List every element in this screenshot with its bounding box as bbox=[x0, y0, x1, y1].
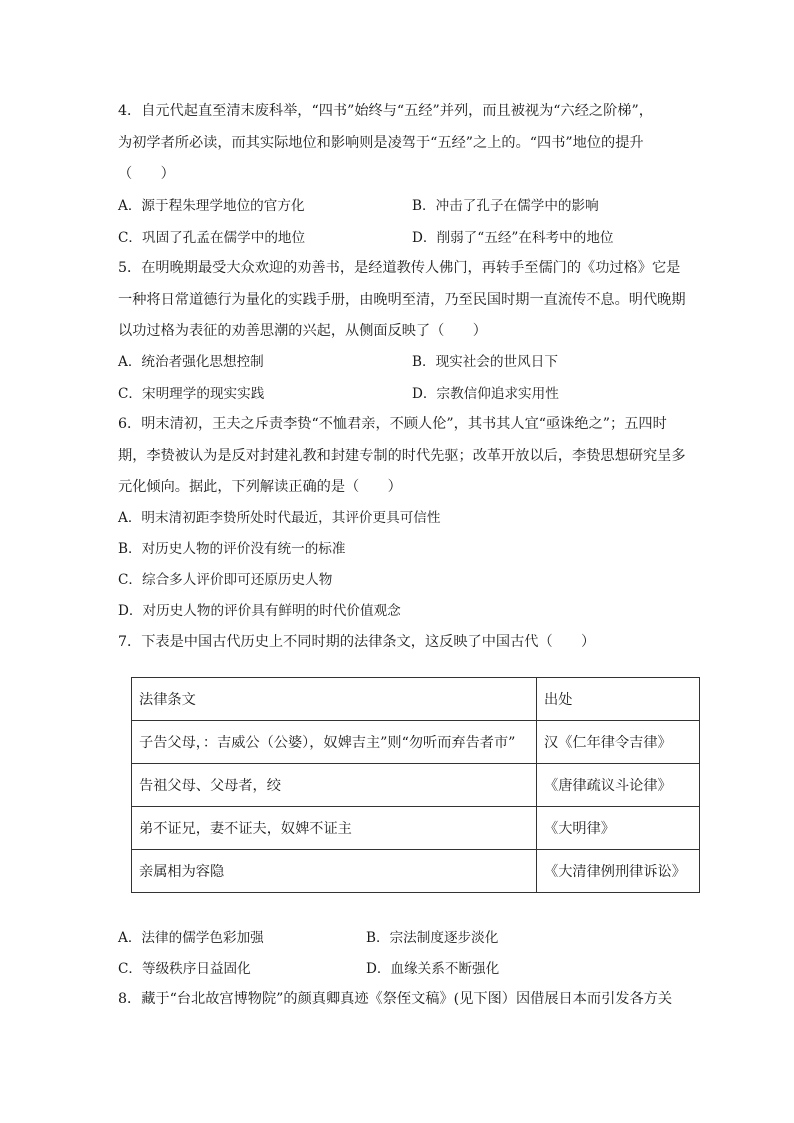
q6-option-b[interactable]: B．对历史人物的评价没有统一的标准 bbox=[118, 541, 346, 557]
table-cell-source: 《唐律疏议斗论律》 bbox=[537, 764, 700, 807]
q7-stem: 7．下表是中国古代历史上不同时期的法律条文，这反映了中国古代（ ） bbox=[118, 634, 596, 650]
q8-line-1: 8．藏于“台北故宫博物院”的颜真卿真迹《祭侄文稿》(见下图）因借展日本而引发各方关 bbox=[118, 991, 673, 1007]
q4-option-a[interactable]: A．源于程朱理学地位的官方化 bbox=[118, 198, 305, 214]
table-cell-source: 汉《仁年律令吉律》 bbox=[537, 721, 700, 764]
q5-option-c[interactable]: C．宋明理学的现实实践 bbox=[118, 386, 265, 402]
q4-line-3: （ ） bbox=[118, 166, 175, 182]
law-table bbox=[131, 677, 700, 893]
table-cell-law: 告祖父母、父母者，绞 bbox=[132, 764, 537, 807]
q5-option-b[interactable]: B．现实社会的世风日下 bbox=[412, 354, 558, 370]
table-cell-law: 亲属相为容隐 bbox=[132, 850, 537, 893]
q7-option-d[interactable]: D．血缘关系不断强化 bbox=[366, 961, 500, 977]
q4-option-d[interactable]: D．削弱了“五经”在科考中的地位 bbox=[412, 230, 614, 246]
q5-line-1: 5．在明晚期最受大众欢迎的劝善书，是经道教传人佛门，再转手至儒门的《功过格》它是 bbox=[118, 260, 681, 276]
table-header-row bbox=[132, 678, 700, 721]
q6-option-a[interactable]: A．明末清初距李贽所处时代最近，其评价更具可信性 bbox=[118, 510, 441, 526]
q5-option-a[interactable]: A．统治者强化思想控制 bbox=[118, 354, 264, 370]
q4-line-1: 4．自元代起直至清末废科举，“四书”始终与“五经”并列，而且被视为“六经之阶梯”， bbox=[118, 103, 653, 119]
q7-option-a[interactable]: A．法律的儒学色彩加强 bbox=[118, 930, 264, 946]
table-header-cell: 出处 bbox=[537, 678, 700, 721]
q7-option-c[interactable]: C．等级秩序日益固化 bbox=[118, 961, 251, 977]
q6-line-1: 6．明末清初，王夫之斥责李贽“不恤君亲，不顾人伦”，其书其人宜“亟诛绝之”；五四时 bbox=[118, 416, 667, 432]
q6-option-c[interactable]: C．综合多人评价即可还原历史人物 bbox=[118, 572, 333, 588]
table-cell-law: 子告父母，：吉威公（公婆），奴婢吉主”则“勿听而弃告者市” bbox=[132, 721, 537, 764]
table-row bbox=[132, 807, 700, 850]
q5-line-3: 以功过格为表征的劝善思潮的兴起，从侧面反映了（ ） bbox=[118, 323, 487, 339]
q6-line-2: 期，李贽被认为是反对封建礼教和封建专制的时代先驱；改革开放以后，李贽思想研究呈多 bbox=[118, 448, 686, 464]
q6-option-d[interactable]: D．对历史人物的评价具有鲜明的时代价值观念 bbox=[118, 603, 401, 619]
table-row bbox=[132, 850, 700, 893]
q7-option-b[interactable]: B．宗法制度逐步淡化 bbox=[366, 930, 499, 946]
table-row bbox=[132, 764, 700, 807]
table-cell-law: 弟不证兄，妻不证夫，奴婢不证主 bbox=[132, 807, 537, 850]
table-cell-source: 《大明律》 bbox=[537, 807, 700, 850]
q4-option-b[interactable]: B．冲击了孔子在儒学中的影响 bbox=[412, 198, 599, 214]
q4-line-2: 为初学者所必读，而其实际地位和影响则是凌驾于“五经”之上的。“四书”地位的提升 bbox=[118, 135, 644, 151]
q4-option-c[interactable]: C．巩固了孔孟在儒学中的地位 bbox=[118, 230, 306, 246]
table-row bbox=[132, 721, 700, 764]
q5-line-2: 一种将日常道德行为量化的实践手册，由晚明至清，乃至民国时期一直流传不息。明代晚期 bbox=[118, 292, 686, 308]
q5-option-d[interactable]: D．宗教信仰追求实用性 bbox=[412, 386, 559, 402]
q6-line-3: 元化倾向。据此，下列解读正确的是（ ） bbox=[118, 479, 402, 495]
table-header-cell: 法律条文 bbox=[132, 678, 537, 721]
table-cell-source: 《大清律例刑律诉讼》 bbox=[537, 850, 700, 893]
